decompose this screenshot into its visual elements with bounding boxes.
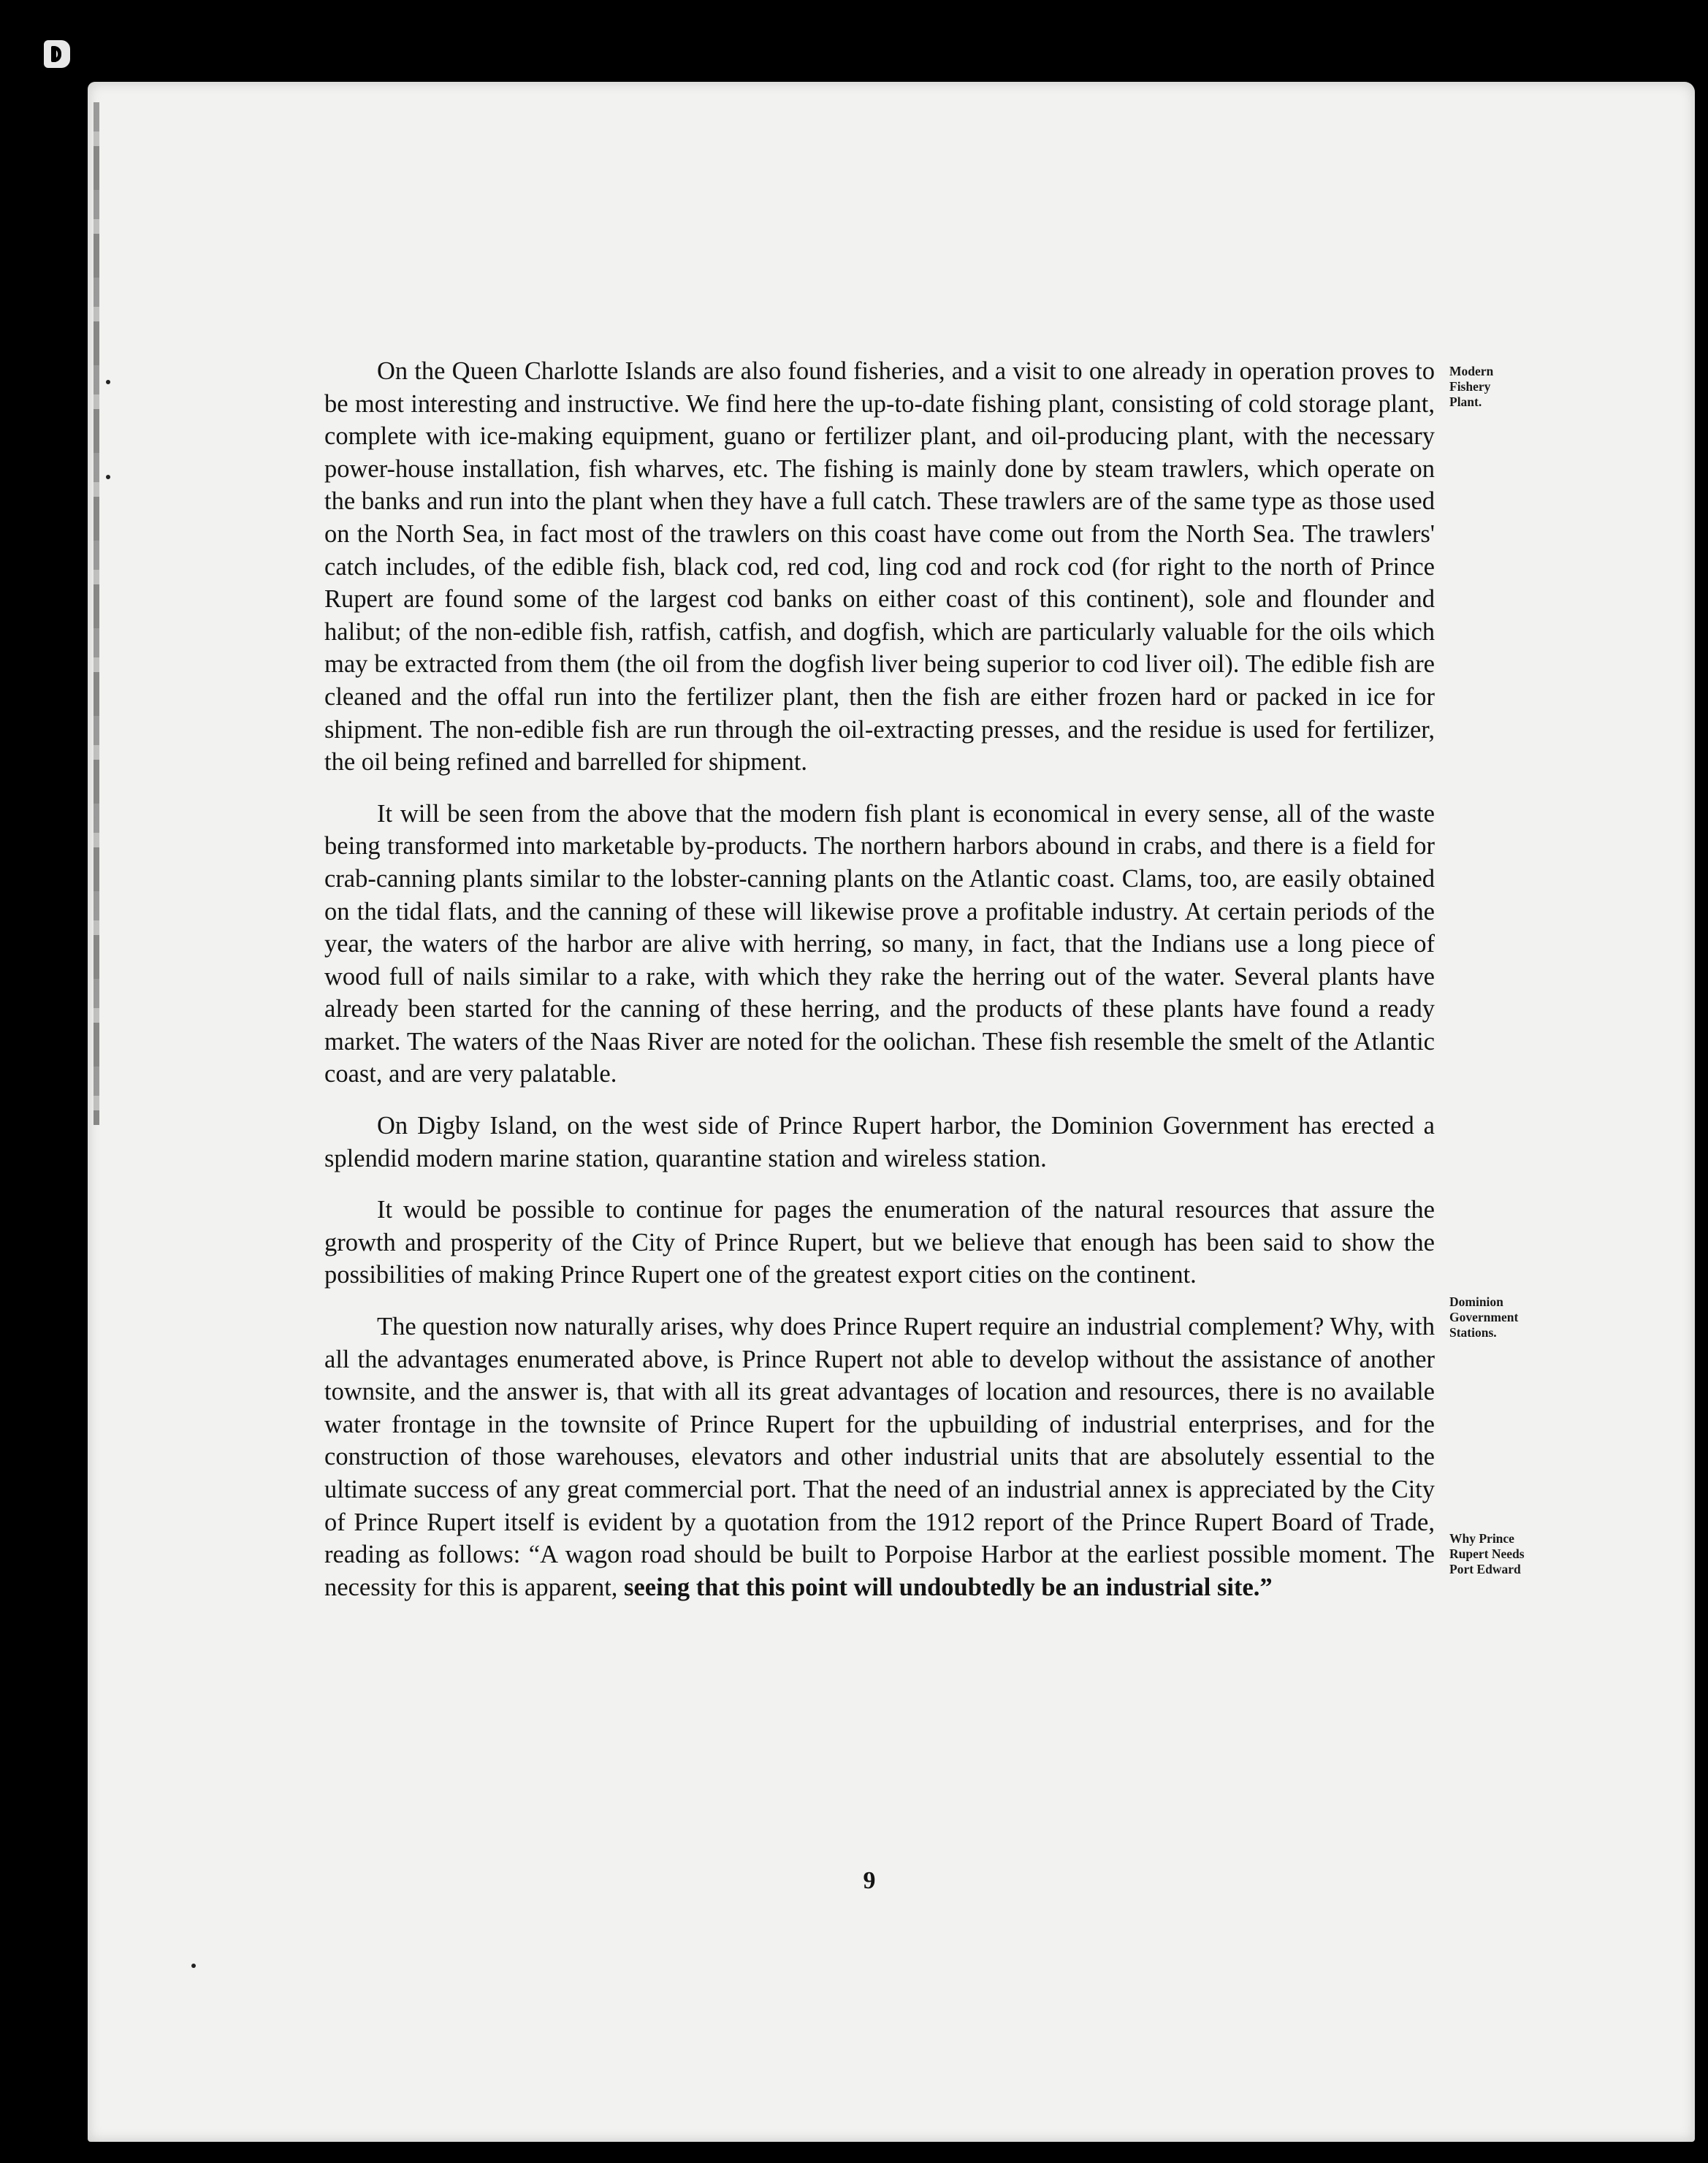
paragraph-industrial-complement: [324, 1311, 1435, 1603]
page-number: 9: [863, 1867, 876, 1894]
paragraph-natural-resources: It would be possible to continue for pages the enumeration of the natural resources that assure the growth and prosperity of the City of Prince Rupert, but we believe that enough has been said to show the possibilities of making Prince Rupert one of the greatest export cities on the continent.: [324, 1196, 1435, 1289]
scan-speck: [191, 1964, 196, 1968]
margin-note-modern-fishery: Modern Fishery Plant.: [1449, 364, 1494, 409]
body-text: [324, 355, 1435, 1603]
closing-emphasis: seeing that this point will undoubtedly be an industrial site.”: [624, 1573, 1273, 1601]
scan-speck: [106, 380, 110, 384]
margin-note-why-prince-rupert: Why Prince Rupert Needs Port Edward: [1449, 1531, 1525, 1576]
paragraph-fish-by-products: It will be seen from the above that the modern fish plant is economical in every sense, all of the waste being transformed into marketable by-products. The northern harbors abound in crabs, and there is a field for crab-canning plants similar to the lobster-canning plants on the Atlantic coast. Clams, too, are easily obtained on the tidal flats, and the canning of these will likewise prove a profitable industry. At certain periods of the year, the waters of the harbor are alive with herring, so many, in fact, that the Indians use a long piece of wood full of nails similar to a rake, with which they rake the herring out of the water. Several plants have already been started for the canning of these herring, and the products of these plants have found a ready market. The waters of the Naas River are noted for the oolichan. These fish resemble the smelt of the Atlantic coast, and are very palatable.: [324, 799, 1435, 1088]
paragraph-government-stations: On Digby Island, on the west side of Prince Rupert harbor, the Dominion Government has erected a splendid modern marine station, quarantine station and wireless station.: [324, 1112, 1435, 1172]
margin-note-dominion-government: Dominion Government Stations.: [1449, 1294, 1519, 1340]
page-binding-edge: [94, 102, 99, 1125]
paragraph-industrial-text: The question now naturally arises, why does Prince Rupert require an industrial complement? Why, with all the advantages enumerated above, is Prince Rupert not able to develop without the assistance of another townsite, and the answer is, that with all its great advantages of location and resources, there is no available water frontage in the townsite of Prince Rupert for the upbuilding of industrial enterprises, and for the construction of those warehouses, elevators and other industrial units that are absolutely essential to the ultimate success of any great commercial port. That the need of an industrial annex is appreciated by the City of Prince Rupert itself is evident by a quotation from the 1912 report of the Prince Rupert Board of Trade, reading as follows: “A wagon road should be built to Porpoise Harbor at the earliest possible moment. The necessity for this is apparent,: [324, 1313, 1435, 1601]
paragraph-fishery-plant: On the Queen Charlotte Islands are also found fisheries, and a visit to one already in operation proves to be most interesting and instructive. We find here the up-to-date fishing plant, consisting of cold storage plant, complete with ice-making equipment, guano or fertilizer plant, and oil-producing plant, with the necessary power-house installation, fish wharves, etc. The fishing is mainly done by steam trawlers, which operate on the banks and run into the plant when they have a full catch. These trawlers are of the same type as those used on the North Sea, in fact most of the trawlers on this coast have come out from the North Sea. The trawlers' catch includes, of the edible fish, black cod, red cod, ling cod and rock cod (for right to the north of Prince Rupert are found some of the largest cod banks on either coast of this continent), sole and flounder and halibut; of the non-edible fish, ratfish, catfish, and dogfish, which are particularly valuable for the oils which may be extracted from them (the oil from the dogfish liver being superior to cod liver oil). The edible fish are cleaned and the offal run into the fertilizer plant, then the fish are either frozen hard or packed in ice for shipment. The non-edible fish are run through the oil-extracting presses, and the residue is used for fertilizer, the oil being refined and barrelled for shipment.: [324, 357, 1435, 777]
scan-speck: [106, 475, 110, 479]
tab-marker-icon: [44, 40, 70, 68]
